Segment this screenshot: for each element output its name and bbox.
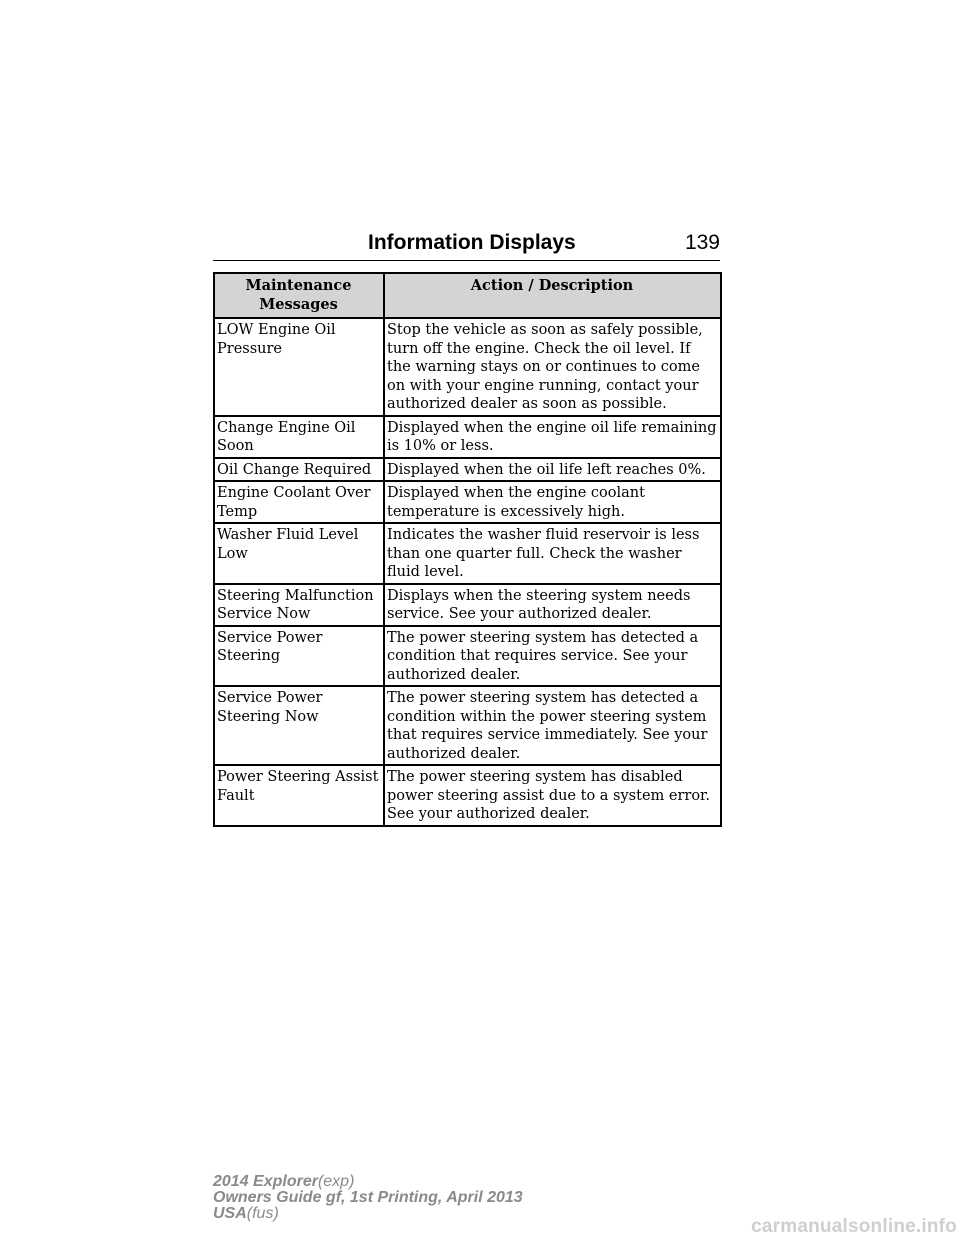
message-cell: Service Power Steering bbox=[214, 626, 384, 687]
description-cell: The power steering system has detected a condition that requires service. See your authorized dealer. bbox=[384, 626, 721, 687]
table-header-row bbox=[214, 273, 721, 318]
page-header bbox=[213, 228, 720, 262]
footer-market-code: (fus) bbox=[246, 1205, 279, 1222]
footer-model: 2014 Explorer bbox=[213, 1173, 318, 1190]
footer-market: USA bbox=[213, 1205, 247, 1222]
description-cell: Indicates the washer fluid reservoir is less than one quarter full. Check the washer fluid level. bbox=[384, 523, 721, 584]
document-footer bbox=[213, 1174, 523, 1222]
message-cell: Engine Coolant Over Temp bbox=[214, 481, 384, 523]
table-row bbox=[214, 481, 721, 523]
table-row bbox=[214, 416, 721, 458]
message-cell: Change Engine Oil Soon bbox=[214, 416, 384, 458]
description-cell: Displays when the steering system needs service. See your authorized dealer. bbox=[384, 584, 721, 626]
section-title: Information Displays bbox=[368, 231, 576, 254]
message-cell: Washer Fluid Level Low bbox=[214, 523, 384, 584]
table-row bbox=[214, 318, 721, 416]
description-cell: Displayed when the engine oil life remaining is 10% or less. bbox=[384, 416, 721, 458]
table-row bbox=[214, 765, 721, 826]
maintenance-messages-table bbox=[213, 272, 722, 827]
message-cell: LOW Engine Oil Pressure bbox=[214, 318, 384, 416]
message-cell: Steering Malfunction Service Now bbox=[214, 584, 384, 626]
message-cell: Service Power Steering Now bbox=[214, 686, 384, 765]
message-cell: Power Steering Assist Fault bbox=[214, 765, 384, 826]
footer-printing: Owners Guide gf, 1st Printing, April 2013 bbox=[213, 1189, 523, 1206]
column-header-messages: Maintenance Messages bbox=[214, 273, 384, 318]
header-divider bbox=[213, 260, 720, 261]
table-row bbox=[214, 626, 721, 687]
description-cell: Displayed when the engine coolant temperature is excessively high. bbox=[384, 481, 721, 523]
description-cell: The power steering system has disabled power steering assist due to a system error. See your authorized dealer. bbox=[384, 765, 721, 826]
table-row bbox=[214, 523, 721, 584]
table-row bbox=[214, 584, 721, 626]
description-cell: The power steering system has detected a condition within the power steering system that requires service immediately. See your authorized dealer. bbox=[384, 686, 721, 765]
footer-line-market bbox=[213, 1206, 523, 1222]
description-cell: Displayed when the oil life left reaches 0%. bbox=[384, 458, 721, 482]
description-cell: Stop the vehicle as soon as safely possible, turn off the engine. Check the oil level. If the warning stays on or continues to come on with your engine running, contact your authorized dealer as soon as possible. bbox=[384, 318, 721, 416]
table-row bbox=[214, 686, 721, 765]
table-row bbox=[214, 458, 721, 482]
message-cell: Oil Change Required bbox=[214, 458, 384, 482]
page-number: 139 bbox=[684, 231, 720, 254]
column-header-description: Action / Description bbox=[384, 273, 721, 318]
watermark: carmanualsonline.info bbox=[751, 1216, 957, 1237]
footer-line-model bbox=[213, 1174, 523, 1190]
footer-model-code: (exp) bbox=[317, 1173, 355, 1190]
